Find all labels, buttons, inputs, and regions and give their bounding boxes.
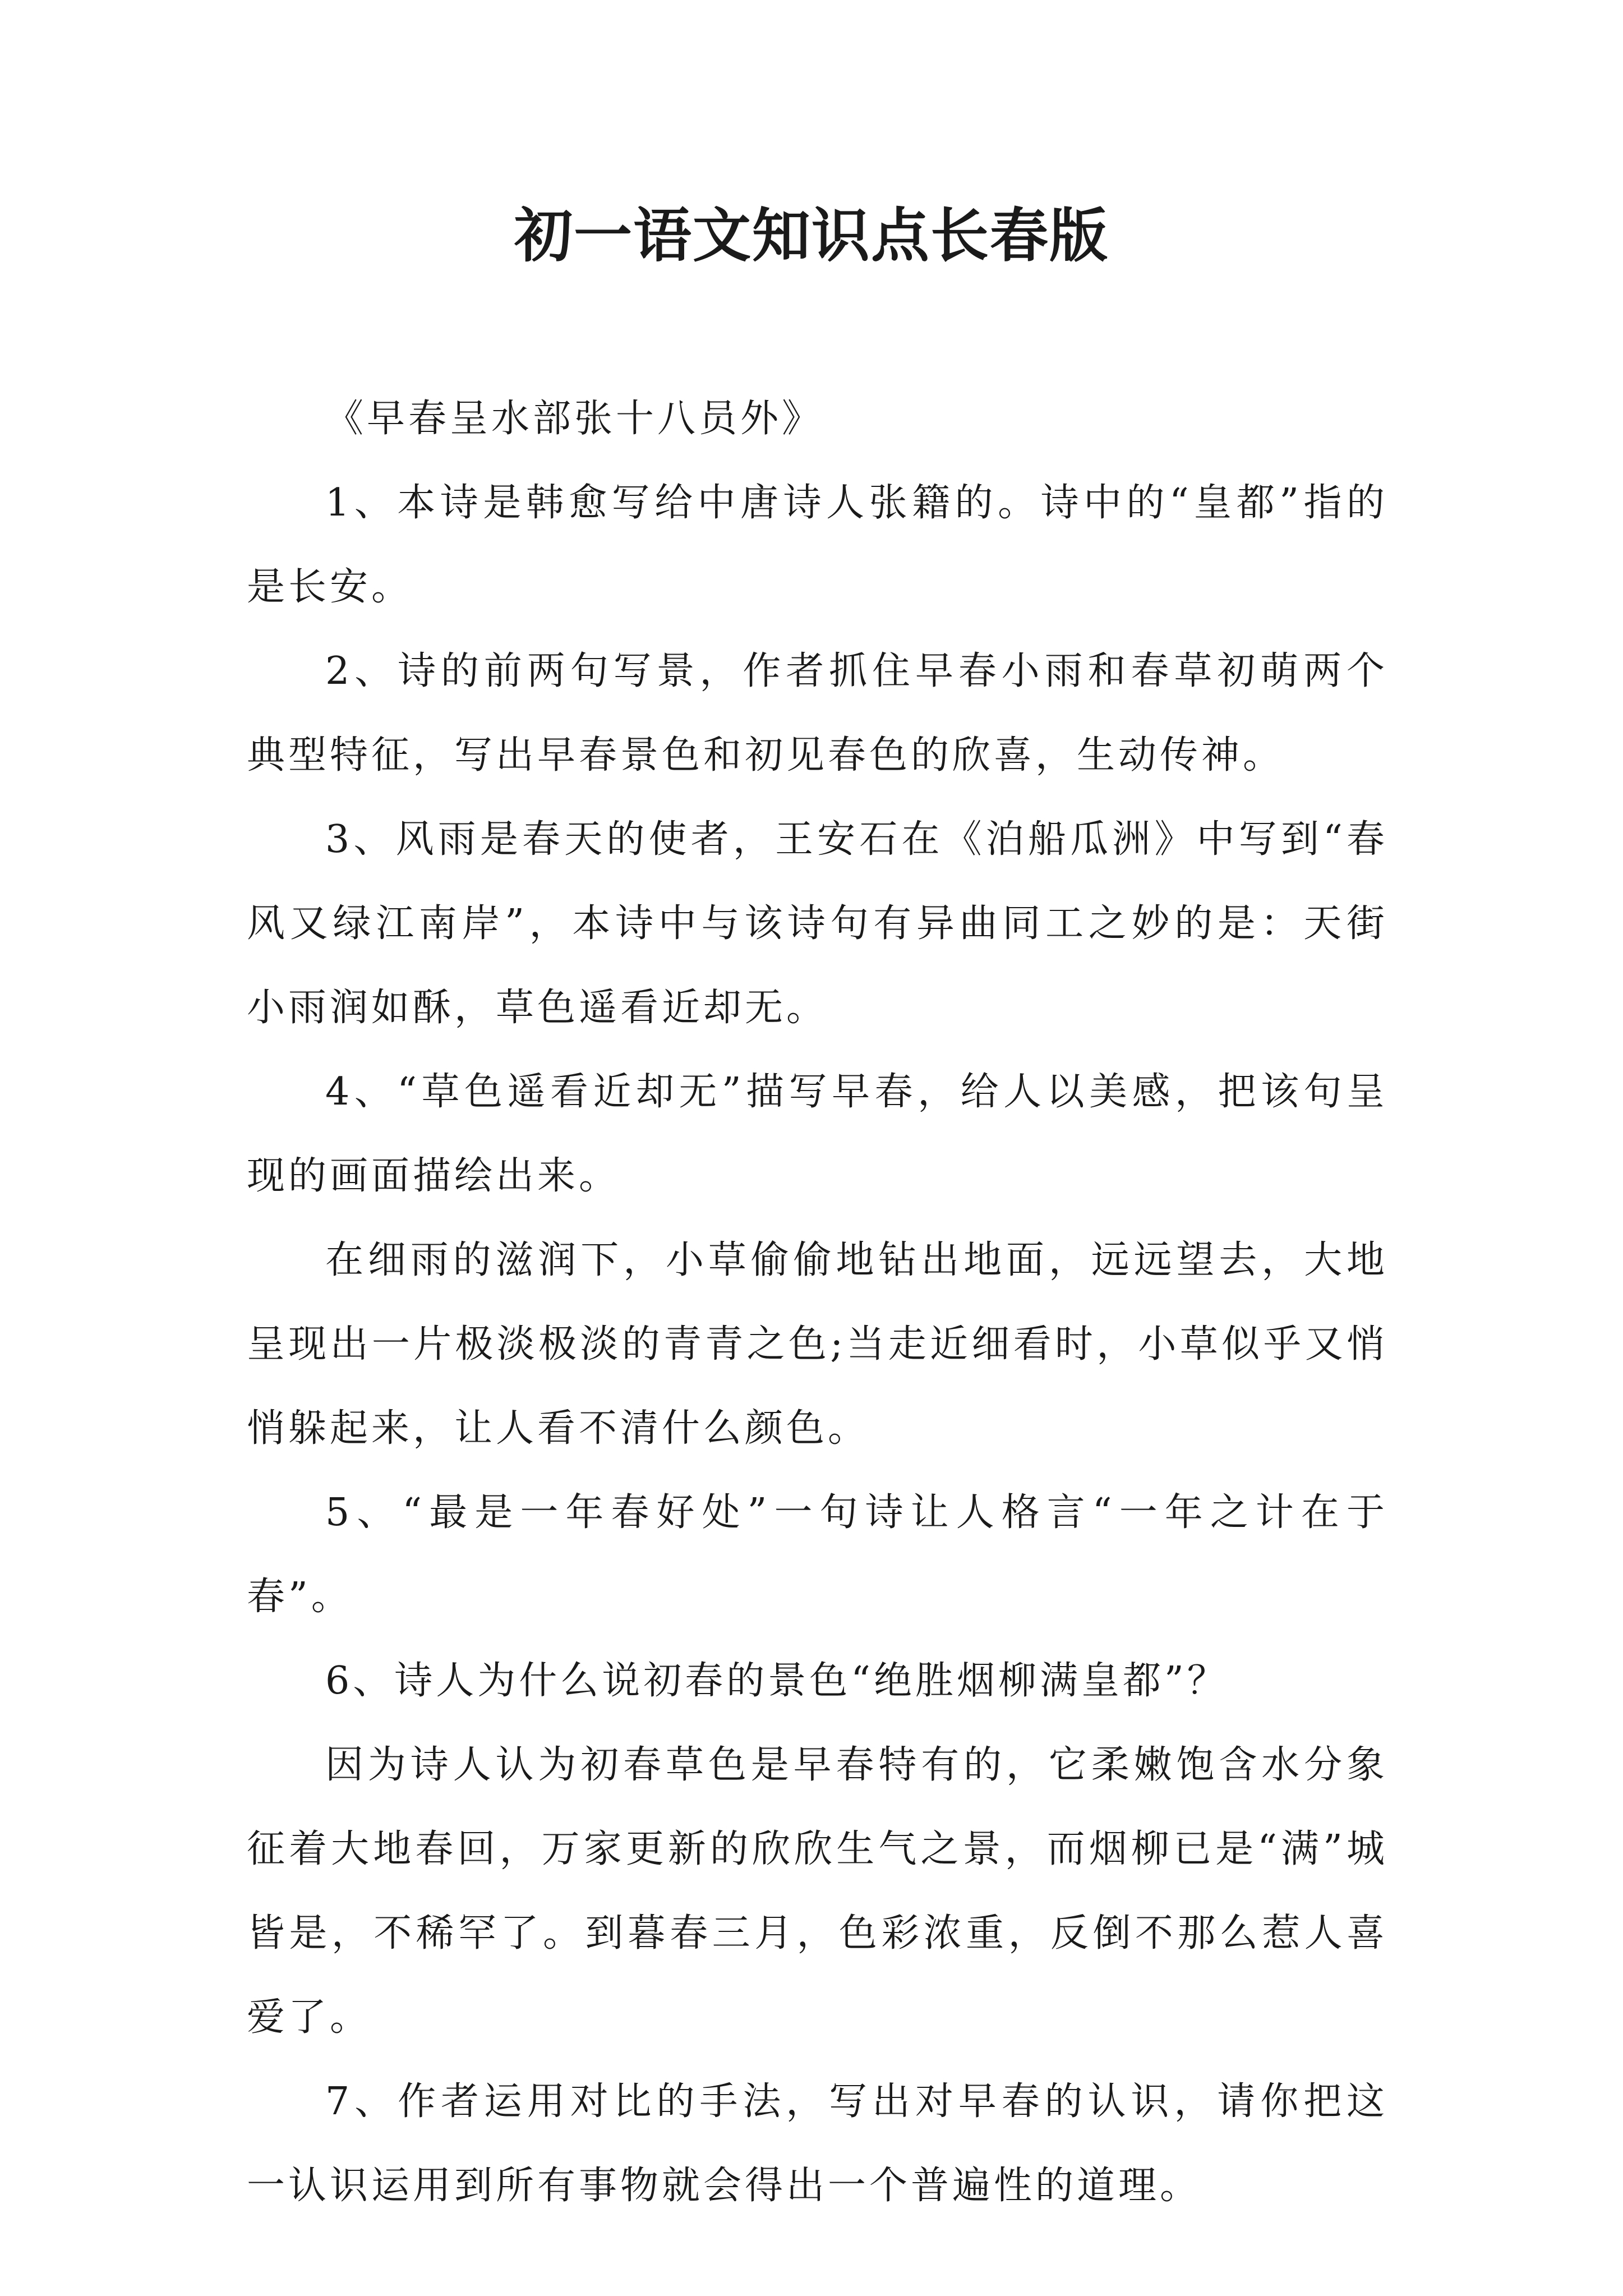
poem-title-paragraph: 《早春呈水部张十八员外》 — [325, 397, 824, 441]
point-6-answer-paragraph: 因为诗人认为初春草色是早春特有的，它柔嫩饱含水分象征着大地春回，万家更新的欣欣生气之景，而烟柳已是“满”城皆是，不稀罕了。到暮春三月，色彩浓重，反倒不那么惹人喜爱了。 — [247, 1743, 1388, 2040]
document-title: 初一语文知识点长春版 — [514, 201, 1109, 270]
point-2-paragraph: 2、诗的前两句写景，作者抓住早春小雨和春草初萌两个典型特征，写出早春景色和初见春色的欣喜，生动传神。 — [247, 649, 1388, 777]
point-4-paragraph: 4、“草色遥看近却无”描写早春，给人以美感，把该句呈现的画面描绘出来。 — [247, 1070, 1388, 1198]
point-6-paragraph: 6、诗人为什么说初春的景色“绝胜烟柳满皇都”？ — [325, 1659, 1229, 1703]
point-3-paragraph: 3、风雨是春天的使者，王安石在《泊船瓜洲》中写到“春风又绿江南岸”，本诗中与该诗句有异曲同工之妙的是：天街小雨润如酥，草色遥看近却无。 — [247, 817, 1388, 1030]
point-4-answer-paragraph: 在细雨的滋润下，小草偷偷地钻出地面，远远望去，大地呈现出一片极淡极淡的青青之色;当走近细看时，小草似乎又悄悄躲起来，让人看不清什么颜色。 — [247, 1238, 1388, 1451]
document-body — [247, 377, 1388, 2228]
point-1-paragraph: 1、本诗是韩愈写给中唐诗人张籍的。诗中的“皇都”指的是长安。 — [247, 481, 1388, 609]
point-7-paragraph: 7、作者运用对比的手法，写出对早春的认识，请你把这一认识运用到所有事物就会得出一个普遍性的道理。 — [247, 2079, 1388, 2208]
point-5-paragraph: 5、“最是一年春好处”一句诗让人格言“一年之计在于春”。 — [247, 1490, 1388, 1619]
